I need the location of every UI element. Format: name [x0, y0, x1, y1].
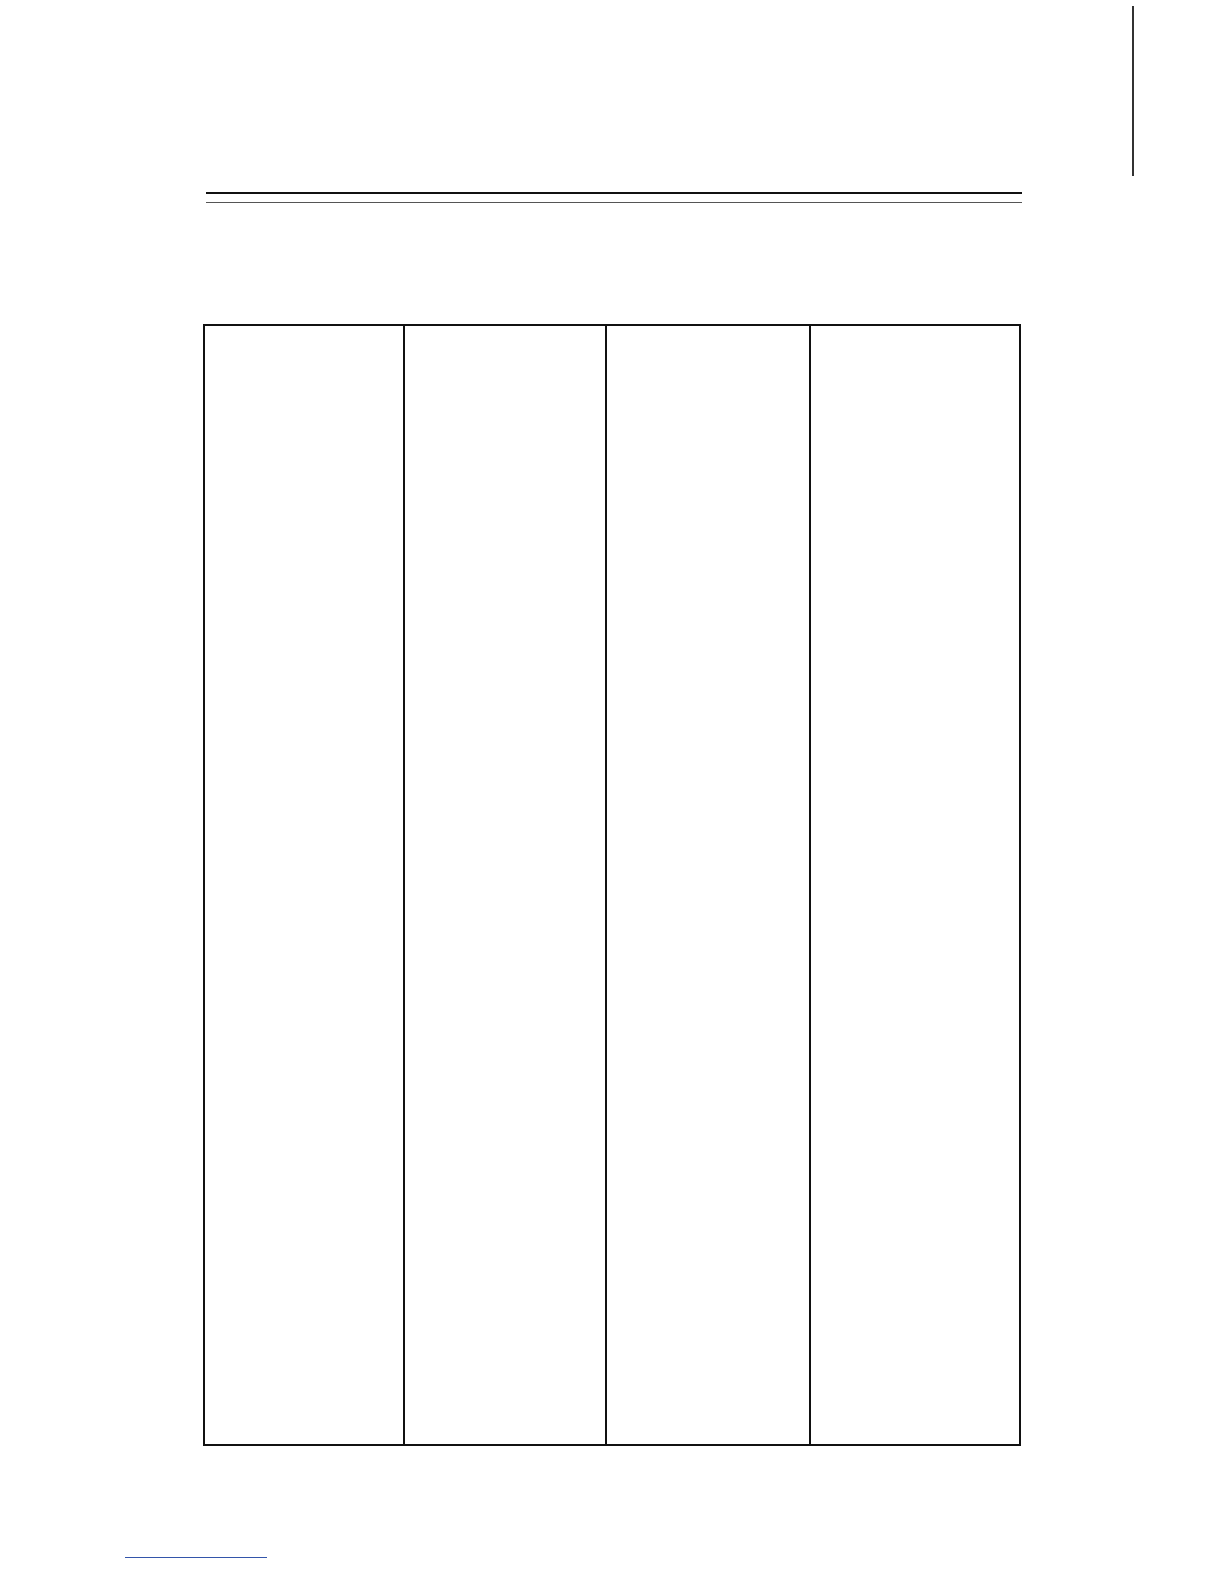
page-edge-rule: [1132, 6, 1134, 176]
column-divider: [605, 324, 607, 1446]
footer-line: [125, 1557, 267, 1558]
header-rule-thin: [206, 202, 1022, 203]
header-rule: [206, 192, 1022, 194]
character-code-table: [203, 324, 1021, 1446]
column-divider: [809, 324, 811, 1446]
column-divider: [403, 324, 405, 1446]
